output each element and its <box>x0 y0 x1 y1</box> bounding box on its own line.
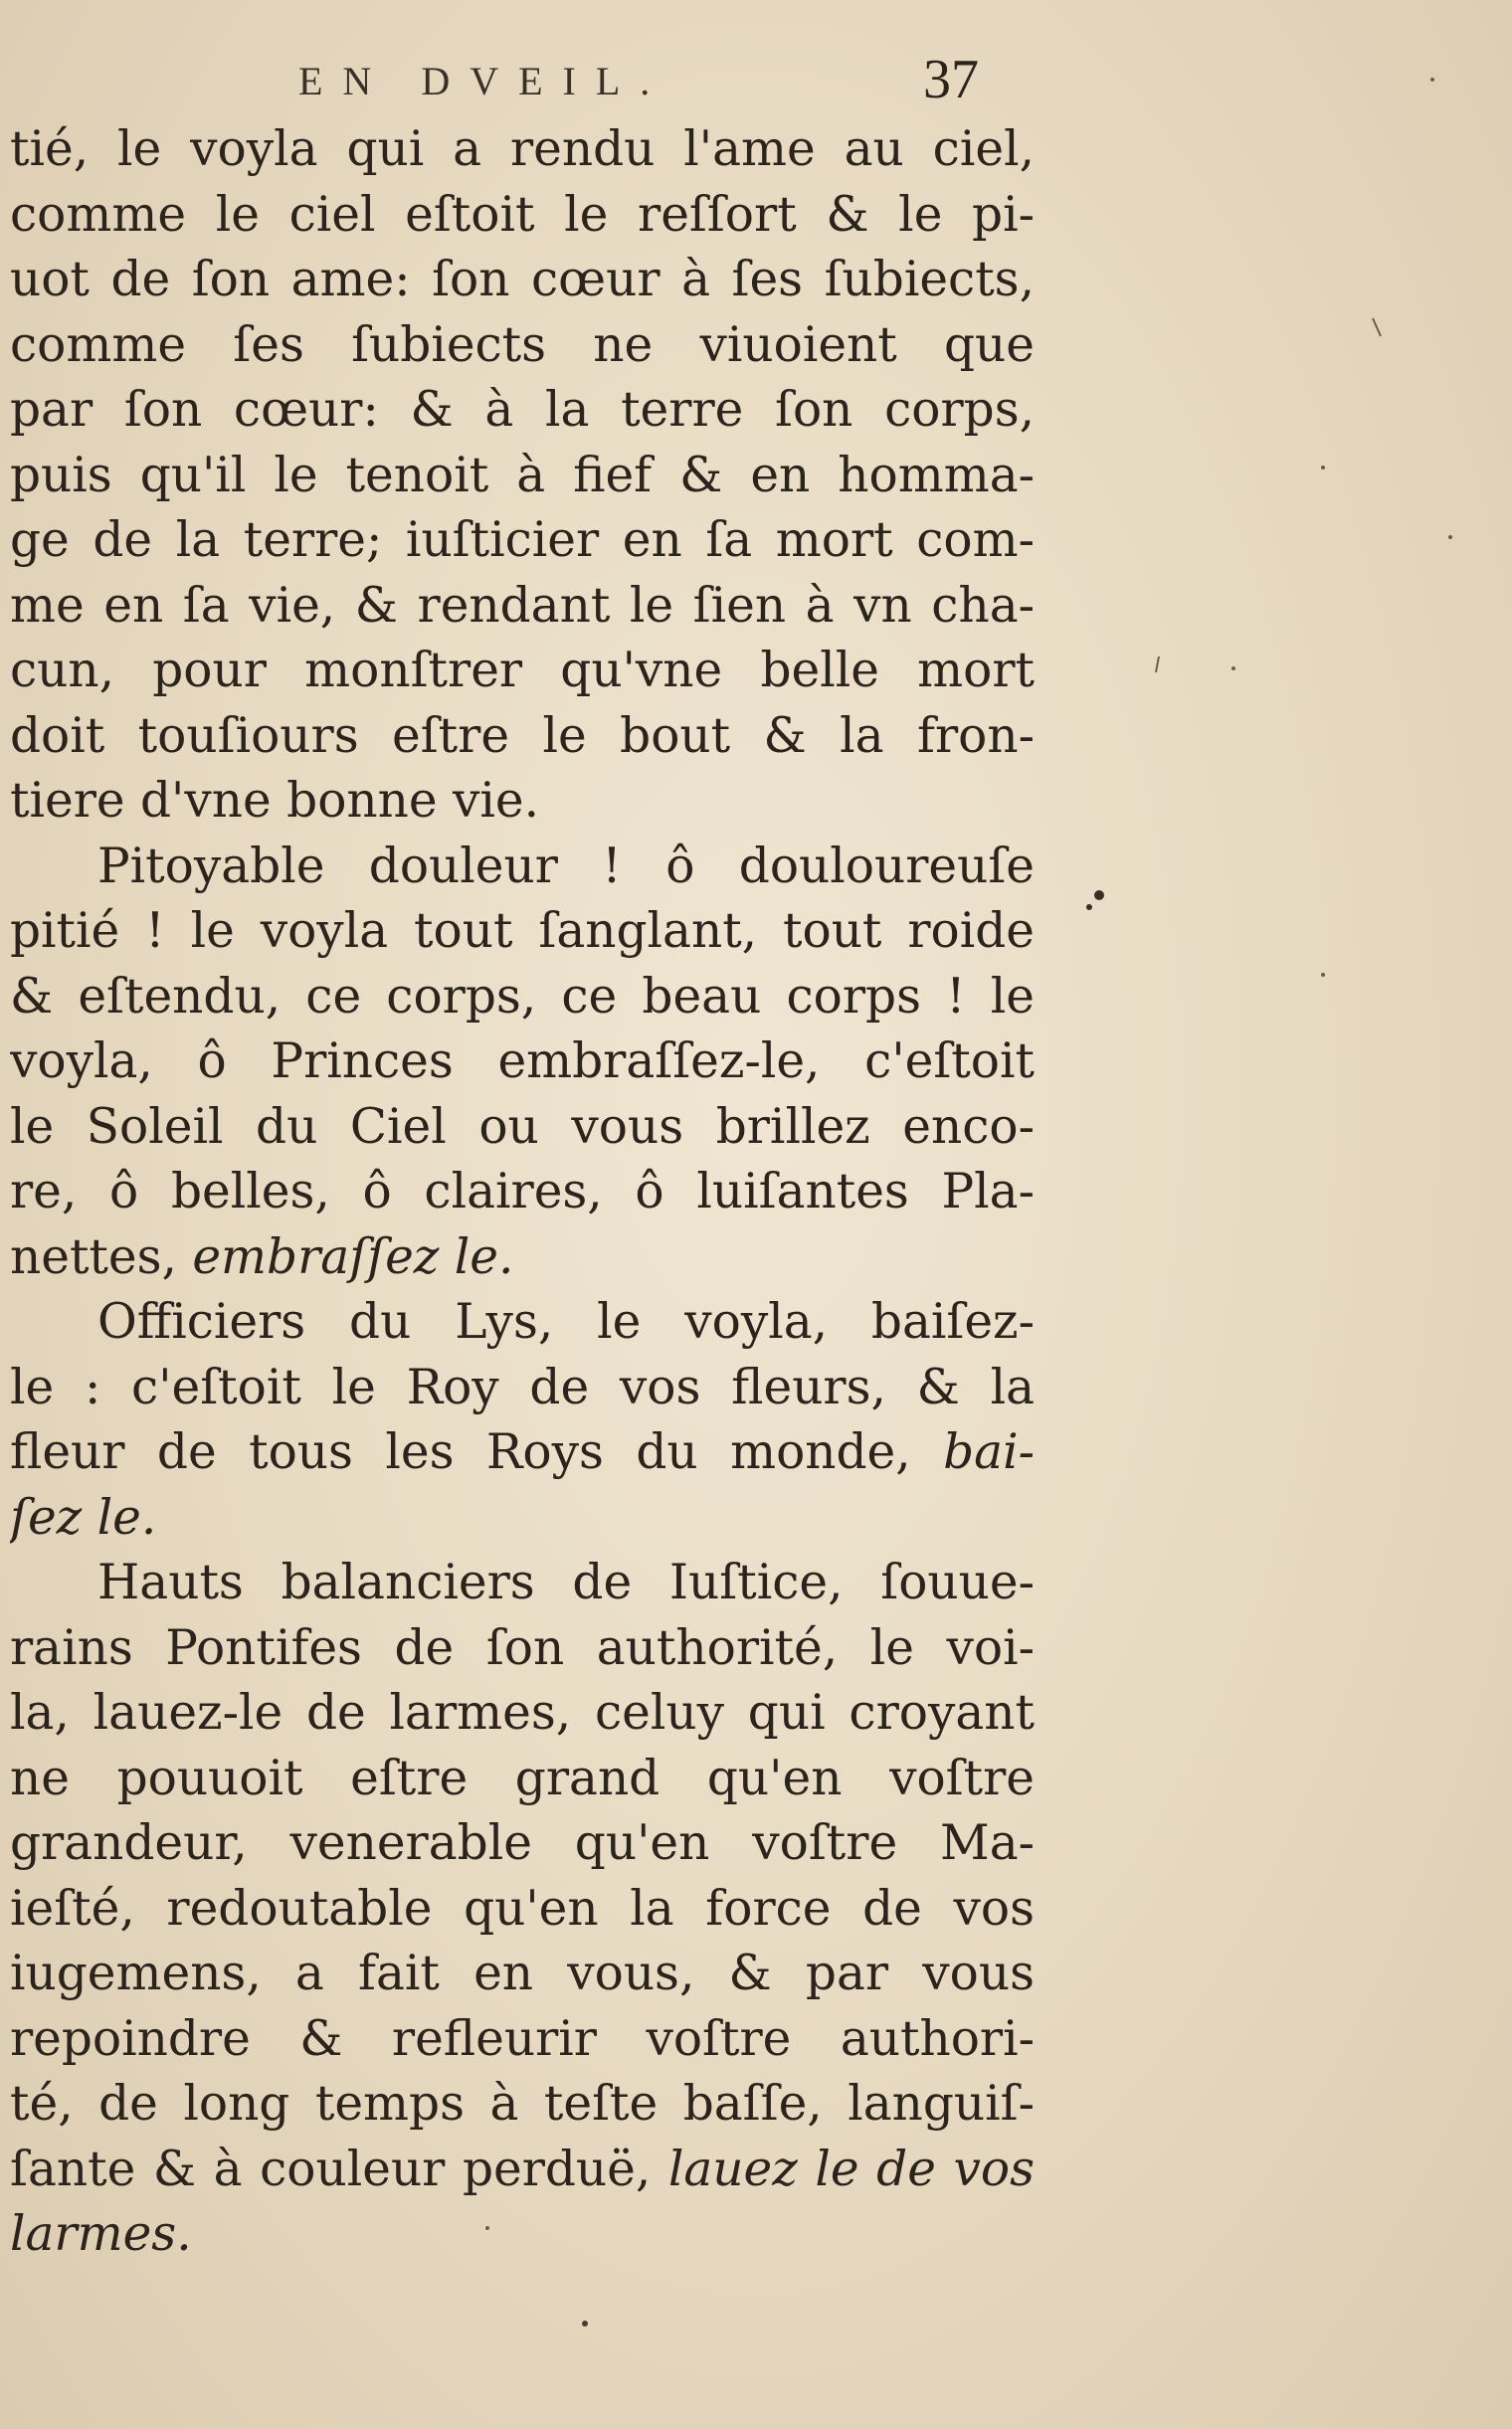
text-line: puis qu'il le tenoit à fief & en homma- <box>10 447 1035 503</box>
text-line: ieſté, redoutable qu'en la force de vos <box>10 1880 1035 1937</box>
text-line: pitié ! le voyla tout ſanglant, tout roide <box>10 903 1035 959</box>
text-line: iugemens, a fait en vous, & par vous <box>10 1946 1035 2001</box>
text-line: ne pouuoit eſtre grand qu'en voſtre <box>10 1750 1035 1806</box>
text-line: rains Pontifes de ſon authorité, le voi- <box>10 1619 1035 1676</box>
running-head: EN DVEIL. <box>298 59 670 103</box>
paper-speck <box>1321 973 1325 977</box>
text-line: larmes. <box>10 2206 192 2262</box>
ink-blot <box>1094 890 1104 900</box>
text-line: uot de ſon ame: ſon cœur à ſes ſubiects, <box>10 252 1035 307</box>
text-line: tiere d'vne bonne vie. <box>10 773 540 829</box>
paper-speck <box>1373 318 1381 336</box>
text-line: té, de long temps à teſte baſſe, languiſ- <box>10 2076 1035 2132</box>
paper-speck <box>1448 535 1452 539</box>
page-number: 37 <box>923 49 979 110</box>
text-line: le Soleil du Ciel ou vous brillez enco- <box>10 1098 1035 1155</box>
text-line: Hauts balanciers de Iuſtice, ſouue- <box>97 1555 1035 1610</box>
text-line: comme le ciel eſtoit le reſſort & le pi- <box>10 186 1035 243</box>
text-line: nettes, embraſſez le. <box>10 1228 514 1285</box>
page-header <box>0 48 1512 117</box>
text-line: doit touſiours eſtre le bout & la fron- <box>10 707 1035 764</box>
paper-speck <box>1321 466 1325 469</box>
paper-speck <box>1156 656 1159 672</box>
text-line: tié, le voyla qui a rendu l'ame au ciel, <box>10 121 1035 177</box>
text-line: ſez le. <box>10 1489 157 1546</box>
paper-speck <box>1231 666 1235 670</box>
ink-blot <box>1086 904 1092 910</box>
text-line: voyla, ô Princes embraſſez-le, c'eſtoit <box>10 1033 1035 1089</box>
text-line: re, ô belles, ô claires, ô luiſantes Pla- <box>10 1164 1035 1219</box>
text-line: grandeur, venerable qu'en voſtre Ma- <box>10 1815 1035 1871</box>
body-text <box>10 117 1035 2268</box>
paper-speck <box>582 2321 588 2327</box>
text-line: repoindre & refleurir voſtre authori- <box>10 2010 1035 2067</box>
text-line: comme ſes ſubiects ne viuoient que <box>10 316 1035 373</box>
text-line: & eſtendu, ce corps, ce beau corps ! le <box>10 968 1035 1025</box>
text-line: fleur de tous les Roys du monde, bai- <box>10 1424 1035 1480</box>
text-line: ſante & à couleur perduë, lauez le de vos <box>10 2141 1035 2197</box>
text-line: cun, pour monſtrer qu'vne belle mort <box>10 643 1035 698</box>
text-line: par ſon cœur: & à la terre ſon corps, <box>10 382 1035 438</box>
text-line: Pitoyable douleur ! ô douloureuſe <box>97 838 1035 894</box>
text-line: ge de la terre; iuſticier en ſa mort com- <box>10 512 1035 568</box>
text-line: le : c'eſtoit le Roy de vos fleurs, & la <box>10 1359 1035 1415</box>
text-line: Officiers du Lys, le voyla, baiſez- <box>97 1294 1035 1350</box>
text-line: la, lauez-le de larmes, celuy qui croyant <box>10 1685 1035 1741</box>
text-line: me en ſa vie, & rendant le ſien à vn cha- <box>10 577 1035 634</box>
